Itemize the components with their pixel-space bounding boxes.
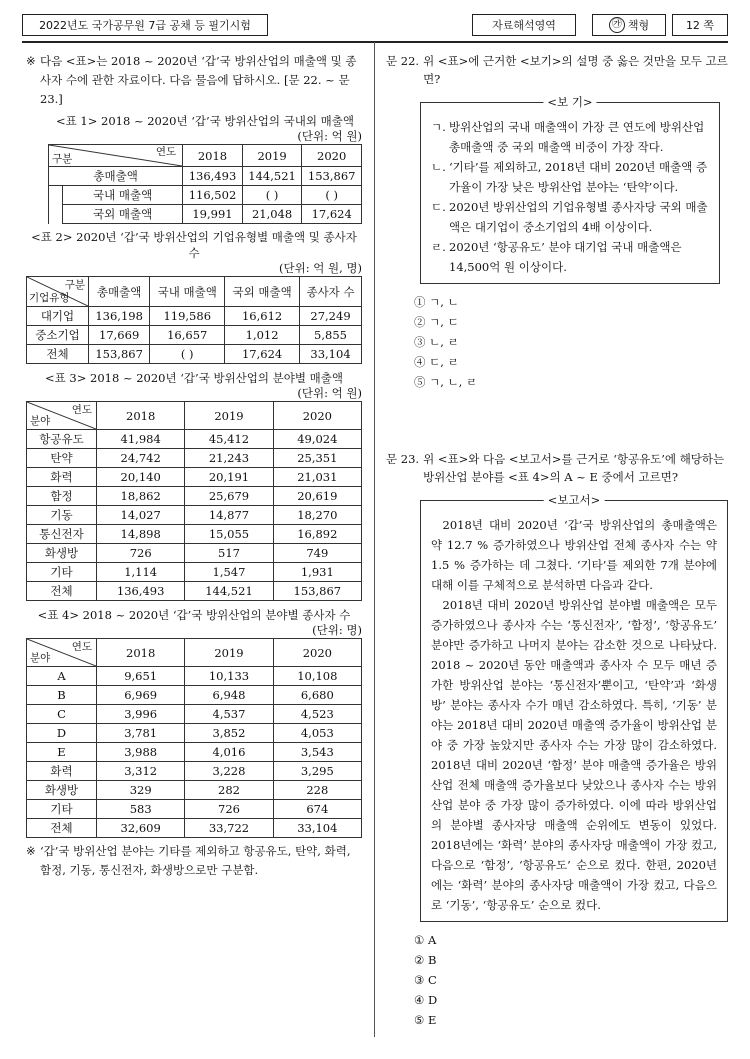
exam-title-text: 2022년도 국가공무원 7급 공채 등 필기시험 — [39, 19, 251, 32]
q22-bogi-item — [431, 117, 709, 157]
q23-report-title: <보고서> — [544, 492, 605, 508]
table-row — [27, 800, 362, 819]
table4-cell: 9,651 — [97, 667, 185, 686]
table1-corner-top: 연도 — [155, 146, 177, 158]
table4-cell: 10,133 — [185, 667, 273, 686]
table3-row-label: 함정 — [27, 487, 97, 506]
table3-cell: 20,140 — [97, 468, 185, 487]
header-rule — [22, 41, 728, 43]
table2-corner-top: 구분 — [64, 279, 85, 291]
table-row — [27, 468, 362, 487]
table3-corner-top: 연도 — [71, 404, 92, 416]
q22-option[interactable]: ① ㄱ, ㄴ — [414, 295, 459, 309]
subject-box — [472, 14, 576, 36]
table4-row-label: E — [27, 743, 97, 762]
q22-bogi-item — [431, 157, 709, 197]
report-paragraph: 2018년 대비 2020년 방위산업 분야별 매출액은 모두 증가하였으나 종사자 수는 ‘통신전자’, ‘함정’, ‘항공유도’ 분야만 증가하고 나머지 분야는 감소한 것으로 나타났다. 2018 ~ 2020년 동안 매출액과 종사자 수 모두 매년 증가한 방위산업 분야는 ‘통신전자’뿐이고, ‘탄약’과 ‘화생방’ 분야는 종사자 수가 매년 감소하였다. 특히, ‘기동’ 분야는 2018년 대비 2020년 매출액 증가율이 방위산업 분야 중 가장 높았지만 종사자 수는 가장 많이 감소하였다. 2018년 대비 2020년 ‘함정’ 분야 매출액 증가율은 방위산업 전체 매출액 증가율보다 낮았으나 종사자 수는 방위산업 분야 중 가장 많이 증가하였다. 이에 따라 방위산업의 분야별 종사자당 매출액 순위에도 변동이 있었다. 2018년에는 ‘화력’ 분야의 종사자당 매출액이 가장 컸고, 다음으로 ‘함정’, ‘항공유도’ 순으로 컸다. 한편, 2020년에는 ‘화력’ 분야의 종사자당 매출액이 가장 컸고, 다음으로 ‘기동’, ‘항공유도’ 순으로 컸다. — [431, 598, 717, 912]
table1-cell: ( ) — [302, 186, 362, 205]
table2-cell: 153,867 — [89, 345, 150, 364]
table3-cell: 136,493 — [97, 582, 185, 601]
exam-title — [22, 14, 268, 36]
table4-cell: 4,053 — [273, 724, 361, 743]
table4-cell: 674 — [273, 800, 361, 819]
intro-marker: ※ — [26, 54, 36, 68]
table1-cell: 116,502 — [183, 186, 243, 205]
q22-option[interactable]: ④ ㄷ, ㄹ — [414, 355, 459, 369]
table2-caption: <표 2> 2020년 ‘갑’국 방위산업의 기업유형별 매출액 및 종사자 수 — [31, 230, 357, 260]
q22-option[interactable]: ③ ㄴ, ㄹ — [414, 335, 459, 349]
q23-stem — [386, 450, 728, 486]
table4 — [26, 638, 362, 838]
table-row — [27, 582, 362, 601]
table3-cell: 45,412 — [185, 430, 273, 449]
table-row — [27, 487, 362, 506]
table2-row-label: 전체 — [27, 345, 89, 364]
table4-row-label: 화생방 — [27, 781, 97, 800]
table3 — [26, 401, 362, 601]
table1-year: 2020 — [302, 145, 362, 167]
table2-cell: 16,612 — [225, 307, 300, 326]
table1-unit: (단위: 억 원) — [297, 129, 362, 143]
table-row — [49, 186, 362, 205]
q22-option[interactable]: ② ㄱ, ㄷ — [414, 315, 459, 329]
table4-cell: 228 — [273, 781, 361, 800]
table4-cell: 6,680 — [273, 686, 361, 705]
table3-cell: 20,619 — [273, 487, 361, 506]
table4-corner-top: 연도 — [71, 641, 92, 653]
table4-cell: 10,108 — [273, 667, 361, 686]
booklet-mark: ㉮ — [609, 17, 625, 33]
report-paragraph: 2018년 대비 2020년 ‘갑’국 방위산업의 총매출액은 약 12.7 % 증가하였으나 방위산업 전체 종사자 수는 약 1.5 % 증가하는 데 그쳤다. ‘기타’를 제외한 7개 분야에 대해 이를 구체적으로 분석하면 다음과 같다. — [431, 518, 717, 592]
table-row — [27, 326, 362, 345]
table-row — [27, 667, 362, 686]
table3-year: 2018 — [97, 402, 185, 430]
table3-cell: 25,679 — [185, 487, 273, 506]
table1-corner — [49, 145, 183, 167]
table3-row-label: 화력 — [27, 468, 97, 487]
table1-cell: 19,991 — [183, 205, 243, 224]
table2-cell: 17,669 — [89, 326, 150, 345]
table3-year: 2019 — [185, 402, 273, 430]
table4-cell: 726 — [185, 800, 273, 819]
table3-cell: 749 — [273, 544, 361, 563]
table4-cell: 3,312 — [97, 762, 185, 781]
q23-text: 위 <표>와 다음 <보고서>를 근거로 ‘항공유도’에 해당하는 방위산업 분야를 <표 4>의 A ~ E 중에서 고르면? — [423, 452, 725, 484]
table-row — [27, 563, 362, 582]
table3-row-label: 통신전자 — [27, 525, 97, 544]
table-row — [27, 724, 362, 743]
q22-bogi-box — [420, 95, 720, 284]
table1-cell: 144,521 — [242, 167, 302, 186]
table3-cell: 1,114 — [97, 563, 185, 582]
table3-corner — [27, 402, 97, 430]
table2-cell: ( ) — [150, 345, 225, 364]
table3-cell: 18,270 — [273, 506, 361, 525]
table-row — [27, 430, 362, 449]
intro-text: 다음 <표>는 2018 ~ 2020년 ‘갑’국 방위산업의 매출액 및 종사자 수에 관한 자료이다. 다음 물음에 답하시오. [문 22. ~ 문 23.] — [40, 54, 357, 106]
q23-option[interactable]: ② B — [414, 953, 437, 967]
table1-row-label: 국내 매출액 — [63, 186, 183, 205]
table3-row-label: 항공유도 — [27, 430, 97, 449]
q22-options — [386, 292, 728, 392]
table1-row-label: 총매출액 — [49, 167, 183, 186]
table-row — [27, 819, 362, 838]
table3-cell: 20,191 — [185, 468, 273, 487]
table4-cell: 3,988 — [97, 743, 185, 762]
q22-option[interactable]: ⑤ ㄱ, ㄴ, ㄹ — [414, 375, 478, 389]
table3-row-label: 탄약 — [27, 449, 97, 468]
table3-cell: 25,351 — [273, 449, 361, 468]
table3-cell: 41,984 — [97, 430, 185, 449]
table2-header: 총매출액 — [89, 277, 150, 307]
q23-number: 문 23. — [386, 452, 420, 466]
footnote-marker: ※ — [26, 844, 36, 858]
table2-corner — [27, 277, 89, 307]
table2-cell: 136,198 — [89, 307, 150, 326]
table2-block — [26, 229, 362, 364]
table2-cell: 5,855 — [300, 326, 362, 345]
page-number-text: 12 쪽 — [685, 19, 715, 32]
table4-cell: 583 — [97, 800, 185, 819]
column-divider — [374, 42, 375, 1037]
table-row — [27, 762, 362, 781]
table4-cell: 4,537 — [185, 705, 273, 724]
table3-cell: 14,027 — [97, 506, 185, 525]
table4-cell: 3,228 — [185, 762, 273, 781]
table4-cell: 33,104 — [273, 819, 361, 838]
bogi-text: 2020년 방위산업의 기업유형별 종사자당 국외 매출액은 대기업이 중소기업의 4배 이상이다. — [449, 200, 708, 234]
table3-unit: (단위: 억 원) — [297, 386, 362, 400]
table3-cell: 726 — [97, 544, 185, 563]
bogi-mark: ㄱ. — [431, 120, 446, 134]
table1-caption: <표 1> 2018 ~ 2020년 ‘갑’국 방위산업의 국내외 매출액 — [56, 114, 354, 128]
footnote — [26, 842, 362, 880]
bogi-text: ‘기타’를 제외하고, 2018년 대비 2020년 매출액 증가율이 가장 낮은 방위산업 분야는 ‘탄약’이다. — [449, 160, 708, 194]
table2-cell: 119,586 — [150, 307, 225, 326]
table4-cell: 329 — [97, 781, 185, 800]
table1-block — [26, 113, 362, 224]
q22-bogi-title: <보 기> — [543, 94, 596, 110]
bogi-mark: ㄹ. — [431, 240, 446, 254]
table4-year: 2019 — [185, 639, 273, 667]
bogi-text: 방위산업의 국내 매출액이 가장 큰 연도에 방위산업 총매출액 중 국외 매출액 비중이 가장 작다. — [449, 120, 705, 154]
table1-cell: 153,867 — [302, 167, 362, 186]
table2-corner-bottom: 기업유형 — [29, 292, 70, 304]
table4-cell: 3,543 — [273, 743, 361, 762]
q23-option[interactable]: ③ C — [414, 973, 437, 987]
table4-cell: 6,969 — [97, 686, 185, 705]
table3-cell: 24,742 — [97, 449, 185, 468]
table4-year: 2018 — [97, 639, 185, 667]
table3-cell: 16,892 — [273, 525, 361, 544]
table2-cell: 17,624 — [225, 345, 300, 364]
table3-caption: <표 3> 2018 ~ 2020년 ‘갑’국 방위산업의 분야별 매출액 — [45, 371, 343, 385]
q23-option[interactable]: ① A — [414, 933, 437, 947]
table3-corner-bottom: 분야 — [30, 415, 51, 427]
table3-cell: 15,055 — [185, 525, 273, 544]
table1-year: 2019 — [242, 145, 302, 167]
table-row — [27, 307, 362, 326]
table3-cell: 1,547 — [185, 563, 273, 582]
table3-cell: 144,521 — [185, 582, 273, 601]
table4-cell: 4,016 — [185, 743, 273, 762]
table-row — [27, 525, 362, 544]
booklet-type-text: 책형 — [627, 19, 650, 32]
table4-row-label: 전체 — [27, 819, 97, 838]
table4-row-label: A — [27, 667, 97, 686]
table4-row-label: B — [27, 686, 97, 705]
q23-options — [386, 930, 728, 1030]
right-column — [386, 52, 728, 1030]
bogi-mark: ㄴ. — [431, 160, 446, 174]
table4-cell: 32,609 — [97, 819, 185, 838]
table4-row-label: 화력 — [27, 762, 97, 781]
table-row — [27, 449, 362, 468]
table1-corner-bottom: 구분 — [52, 153, 73, 165]
table2-unit: (단위: 억 원, 명) — [278, 261, 362, 275]
table-row — [27, 506, 362, 525]
table2-header: 종사자 수 — [300, 277, 362, 307]
table2-cell: 33,104 — [300, 345, 362, 364]
table4-cell: 4,523 — [273, 705, 361, 724]
table4-cell: 3,295 — [273, 762, 361, 781]
table1-cell: 136,493 — [183, 167, 243, 186]
table4-row-label: D — [27, 724, 97, 743]
intro — [26, 52, 362, 109]
table2-row-label: 대기업 — [27, 307, 89, 326]
q23-option[interactable]: ④ D — [414, 993, 438, 1007]
table2-cell: 1,012 — [225, 326, 300, 345]
table-row — [27, 705, 362, 724]
table3-cell: 517 — [185, 544, 273, 563]
table4-corner — [27, 639, 97, 667]
table-row — [27, 743, 362, 762]
table1-cell: 17,624 — [302, 205, 362, 224]
left-column — [26, 52, 362, 880]
q22-bogi-item — [431, 237, 709, 277]
q22-bogi-item — [431, 197, 709, 237]
table-row — [27, 544, 362, 563]
bogi-text: 2020년 ‘항공유도’ 분야 대기업 국내 매출액은 14,500억 원 이상이다. — [449, 240, 682, 274]
table1 — [48, 144, 362, 224]
table3-cell: 18,862 — [97, 487, 185, 506]
subject-text: 자료해석영역 — [492, 19, 556, 32]
table4-cell: 3,781 — [97, 724, 185, 743]
table3-cell: 1,931 — [273, 563, 361, 582]
table-row — [27, 686, 362, 705]
table4-row-label: 기타 — [27, 800, 97, 819]
table4-year: 2020 — [273, 639, 361, 667]
table1-cell: 21,048 — [242, 205, 302, 224]
bogi-mark: ㄷ. — [431, 200, 446, 214]
table4-cell: 3,996 — [97, 705, 185, 724]
table1-cell: ( ) — [242, 186, 302, 205]
table2-header: 국내 매출액 — [150, 277, 225, 307]
table3-cell: 21,031 — [273, 468, 361, 487]
page-number — [672, 14, 728, 36]
table4-cell: 6,948 — [185, 686, 273, 705]
q22-stem — [386, 52, 728, 88]
q22-number: 문 22. — [386, 54, 420, 68]
table3-cell: 21,243 — [185, 449, 273, 468]
table2-cell: 16,657 — [150, 326, 225, 345]
table-row — [49, 205, 362, 224]
table3-cell: 153,867 — [273, 582, 361, 601]
table3-year: 2020 — [273, 402, 361, 430]
table4-cell: 33,722 — [185, 819, 273, 838]
table2-header: 국외 매출액 — [225, 277, 300, 307]
table4-caption: <표 4> 2018 ~ 2020년 ‘갑’국 방위산업의 분야별 종사자 수 — [37, 608, 351, 622]
footnote-text: ‘갑’국 방위산업 분야는 기타를 제외하고 항공유도, 탄약, 화력, 함정, 기동, 통신전자, 화생방으로만 구분함. — [40, 844, 351, 877]
table4-block — [26, 607, 362, 838]
table4-unit: (단위: 명) — [312, 623, 362, 637]
table2 — [26, 276, 362, 364]
q23-report-box — [420, 493, 728, 922]
table3-cell: 14,898 — [97, 525, 185, 544]
table2-cell: 27,249 — [300, 307, 362, 326]
table-row — [49, 167, 362, 186]
table1-row-label: 국외 매출액 — [63, 205, 183, 224]
booklet-type-box — [592, 14, 666, 36]
table3-row-label: 화생방 — [27, 544, 97, 563]
table2-row-label: 중소기업 — [27, 326, 89, 345]
table3-row-label: 전체 — [27, 582, 97, 601]
table3-block — [26, 370, 362, 601]
q22-text: 위 <표>에 근거한 <보기>의 설명 중 옳은 것만을 모두 고르면? — [423, 54, 728, 86]
q23-option[interactable]: ⑤ E — [414, 1013, 437, 1027]
table-row — [27, 781, 362, 800]
table3-cell: 49,024 — [273, 430, 361, 449]
table-row — [27, 345, 362, 364]
table3-cell: 14,877 — [185, 506, 273, 525]
table4-cell: 282 — [185, 781, 273, 800]
table4-corner-bottom: 분야 — [30, 652, 51, 664]
table3-row-label: 기타 — [27, 563, 97, 582]
table1-year: 2018 — [183, 145, 243, 167]
table4-row-label: C — [27, 705, 97, 724]
table4-cell: 3,852 — [185, 724, 273, 743]
table1-indent — [49, 186, 63, 224]
table3-row-label: 기동 — [27, 506, 97, 525]
